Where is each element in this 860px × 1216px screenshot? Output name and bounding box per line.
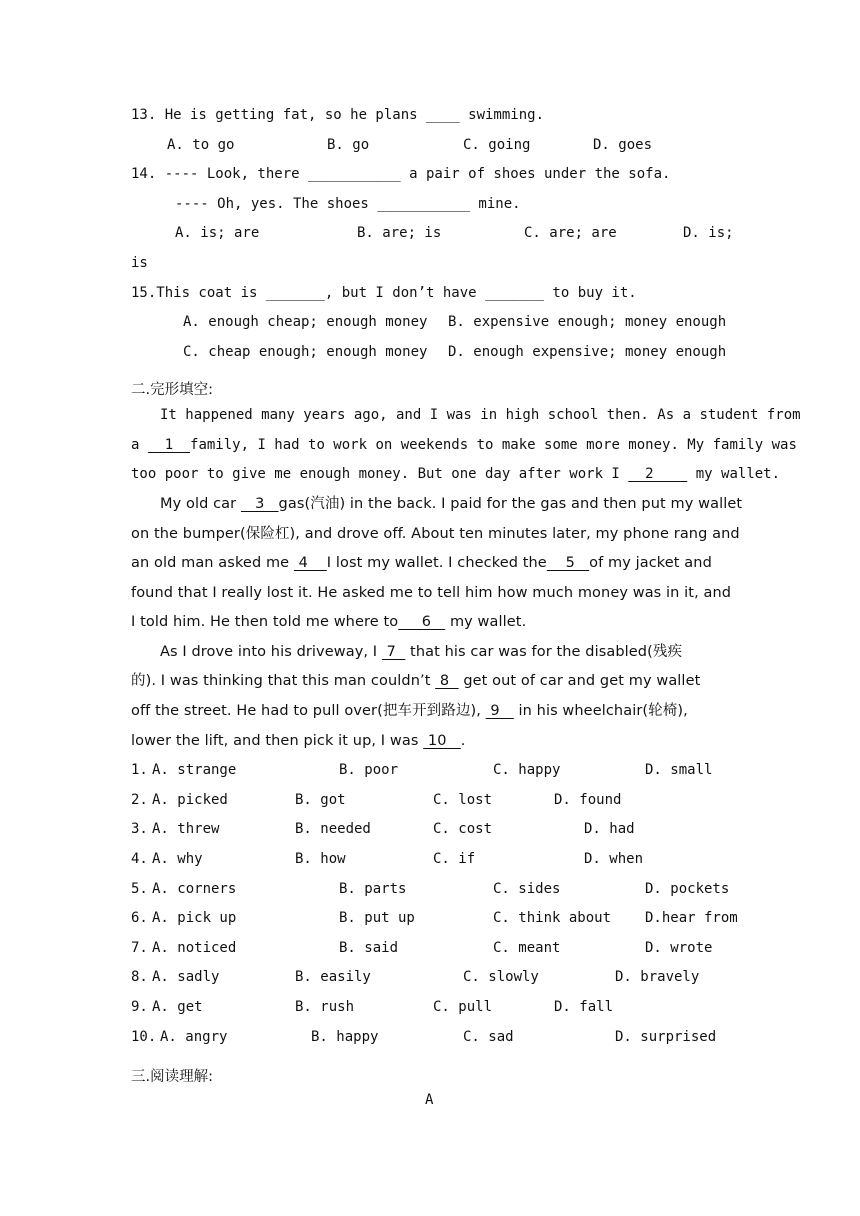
option-a: A. picked: [152, 792, 228, 808]
option-a: A. get: [152, 999, 203, 1015]
q14-option-d: D. is;: [683, 225, 734, 241]
blank-3: 3: [240, 496, 279, 512]
option-c: C. think about: [493, 910, 612, 926]
q15-stem: 15.This coat is _______, but I don’t have _______ to buy it.: [131, 285, 637, 301]
blank-6: 6: [398, 614, 446, 630]
passage-text: found that I really lost it. He asked me to tell him how much money was in it, and: [131, 585, 732, 601]
q14-option-c: C. are; are: [524, 225, 617, 241]
q14-stem: 14. ---- Look, there ___________ a pair of shoes under the sofa.: [131, 166, 671, 182]
option-c: C. pull: [433, 999, 493, 1015]
passage-line: [131, 554, 712, 572]
option-number: 2.: [131, 792, 148, 808]
blank-2: 2: [628, 466, 688, 482]
option-c: C. meant: [493, 940, 561, 956]
option-a: A. corners: [152, 881, 237, 897]
q14-option-a: A. is; are: [175, 225, 260, 241]
passage-line: [160, 406, 801, 424]
option-d: D. bravely: [615, 969, 700, 985]
option-b: B. how: [295, 851, 346, 867]
option-d: D. fall: [554, 999, 614, 1015]
option-d: D.hear from: [645, 910, 738, 926]
passage-text: As I drove into his driveway, I: [160, 644, 382, 660]
option-a: A. angry: [160, 1029, 228, 1045]
option-c: C. sides: [493, 881, 561, 897]
option-number: 10.: [131, 1029, 157, 1045]
passage-text: family, I had to work on weekends to make some more money. My family was: [190, 437, 797, 453]
passage-text: I lost my wallet. I checked the: [326, 555, 547, 571]
option-c: C. sad: [463, 1029, 514, 1045]
q15-option-b: B. expensive enough; money enough: [448, 314, 727, 330]
option-b: B. poor: [339, 762, 399, 778]
q13-option-d: D. goes: [593, 137, 653, 153]
passage-line: [131, 732, 465, 750]
q14-option-b: B. are; is: [357, 225, 442, 241]
option-number: 6.: [131, 910, 148, 926]
option-c: C. lost: [433, 792, 493, 808]
option-b: B. put up: [339, 910, 415, 926]
passage-text: My old car: [160, 496, 241, 512]
option-number: 4.: [131, 851, 148, 867]
passage-text: on the bumper(保险杠), and drove off. About ten minutes later, my phone rang and: [131, 526, 740, 542]
option-b: B. easily: [295, 969, 371, 985]
passage-text: an old man asked me: [131, 555, 294, 571]
passage-text: too poor to give me enough money. But one day after work I: [131, 466, 629, 482]
option-c: C. cost: [433, 821, 493, 837]
option-d: D. when: [584, 851, 644, 867]
option-c: C. slowly: [463, 969, 539, 985]
passage-text: my wallet.: [687, 466, 781, 482]
option-a: A. sadly: [152, 969, 220, 985]
passage-line: [131, 584, 731, 602]
option-b: B. rush: [295, 999, 355, 1015]
blank-1: 1: [147, 437, 191, 453]
blank-9: 9: [485, 703, 514, 719]
passage-text: It happened many years ago, and I was in high school then. As a student from: [160, 407, 801, 423]
q14-reply: ---- Oh, yes. The shoes ___________ mine.: [175, 196, 521, 212]
option-number: 5.: [131, 881, 148, 897]
option-a: A. threw: [152, 821, 220, 837]
q15-option-d: D. enough expensive; money enough: [448, 344, 727, 360]
passage-text: of my jacket and: [589, 555, 712, 571]
passage-line: [131, 672, 700, 690]
q14-option-d-wrap: is: [131, 255, 148, 271]
blank-4: 4: [293, 555, 327, 571]
passage-text: 的). I was thinking that this man couldn’t: [131, 673, 436, 689]
passage-text: off the street. He had to pull over(把车开到路边),: [131, 703, 486, 719]
q13-option-a: A. to go: [167, 137, 235, 153]
option-a: A. why: [152, 851, 203, 867]
option-a: A. pick up: [152, 910, 237, 926]
option-number: 7.: [131, 940, 148, 956]
option-d: D. surprised: [615, 1029, 717, 1045]
passage-line: [131, 613, 526, 631]
passage-text: get out of car and get my wallet: [458, 673, 701, 689]
option-a: A. noticed: [152, 940, 237, 956]
option-b: B. got: [295, 792, 346, 808]
option-b: B. said: [339, 940, 399, 956]
passage-text: lower the lift, and then pick it up, I was: [131, 733, 424, 749]
passage-line: [131, 465, 780, 483]
passage-text: a: [131, 437, 148, 453]
option-b: B. parts: [339, 881, 407, 897]
option-b: B. needed: [295, 821, 371, 837]
option-number: 9.: [131, 999, 148, 1015]
option-d: D. found: [554, 792, 622, 808]
blank-8: 8: [435, 673, 459, 689]
section-3-title: 三.阅读理解:: [131, 1069, 213, 1085]
blank-10: 10: [423, 733, 461, 749]
passage-line: [131, 436, 797, 454]
option-number: 3.: [131, 821, 148, 837]
passage-text: I told him. He then told me where to: [131, 614, 399, 630]
passage-text: .: [460, 733, 466, 749]
q13-stem: 13. He is getting fat, so he plans ____ swimming.: [131, 107, 545, 123]
q15-option-a: A. enough cheap; enough money: [183, 314, 428, 330]
option-number: 1.: [131, 762, 148, 778]
option-c: C. if: [433, 851, 476, 867]
passage-text: in his wheelchair(轮椅),: [513, 703, 688, 719]
option-number: 8.: [131, 969, 148, 985]
passage-line: [160, 495, 742, 513]
passage-line: [160, 643, 682, 661]
passage-text: gas(汽油) in the back. I paid for the gas and then put my wallet: [278, 496, 743, 512]
blank-7: 7: [381, 644, 406, 660]
option-d: D. had: [584, 821, 635, 837]
option-d: D. pockets: [645, 881, 730, 897]
option-a: A. strange: [152, 762, 237, 778]
passage-label: A: [425, 1092, 434, 1108]
passage-text: that his car was for the disabled(残疾: [405, 644, 683, 660]
q13-option-c: C. going: [463, 137, 531, 153]
q13-option-b: B. go: [327, 137, 370, 153]
blank-5: 5: [546, 555, 590, 571]
passage-line: [131, 702, 688, 720]
section-2-title: 二.完形填空:: [131, 382, 213, 398]
q15-option-c: C. cheap enough; enough money: [183, 344, 428, 360]
option-d: D. wrote: [645, 940, 713, 956]
passage-text: my wallet.: [445, 614, 527, 630]
option-b: B. happy: [311, 1029, 379, 1045]
passage-line: [131, 525, 740, 543]
option-d: D. small: [645, 762, 713, 778]
option-c: C. happy: [493, 762, 561, 778]
